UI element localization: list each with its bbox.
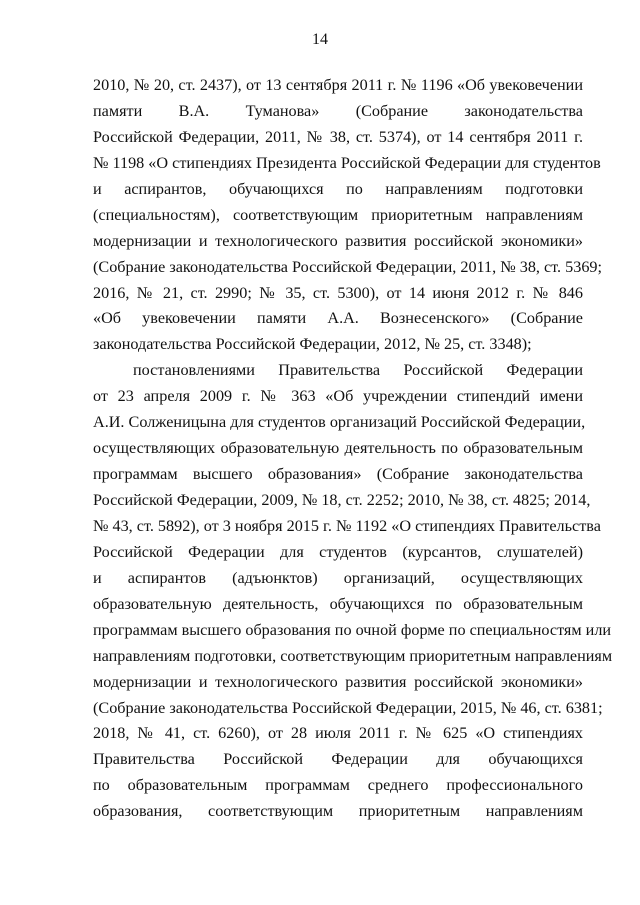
text-line: направлениям подготовки, соответствующим приоритетным направлениям (93, 646, 613, 665)
text-line: памяти В.А. Туманова» (Собрание законодательства (93, 101, 583, 120)
text-line: «Об увековечении памяти А.А. Вознесенского» (Собрание (93, 309, 583, 328)
text-line: модернизации и технологического развития российской экономики» (93, 231, 583, 250)
text-line: № 43, ст. 5892), от 3 ноября 2015 г. № 1192 «О стипендиях Правительства (93, 516, 601, 535)
text-line: программам высшего образования» (Собрание законодательства (93, 465, 583, 484)
text-line: Правительства Российской Федерации для обучающихся (93, 750, 583, 769)
text-line: Российской Федерации, 2011, № 38, ст. 5374), от 14 сентября 2011 г. (93, 127, 583, 146)
text-line: и аспирантов, обучающихся по направлениям подготовки (93, 179, 583, 198)
text-line: осуществляющих образовательную деятельность по образовательным (93, 439, 583, 458)
text-line: программам высшего образования по очной форме по специальностям или (93, 620, 612, 639)
text-line: А.И. Солженицына для студентов организаций Российской Федерации, (93, 413, 586, 432)
text-line: от 23 апреля 2009 г. № 363 «Об учреждении стипендий имени (93, 387, 583, 406)
text-line: 2018, № 41, ст. 6260), от 28 июля 2011 г. № 625 «О стипендиях (93, 724, 583, 743)
text-line: Российской Федерации, 2009, № 18, ст. 2252; 2010, № 38, ст. 4825; 2014, (93, 491, 591, 509)
text-line: Российской Федерации для студентов (курсантов, слушателей) (93, 542, 583, 561)
text-line: образовательную деятельность, обучающихся по образовательным (93, 594, 583, 613)
text-line: 2010, № 20, ст. 2437), от 13 сентября 2011 г. № 1196 «Об увековечении (93, 76, 583, 94)
paragraph-1 (93, 73, 603, 358)
document-body (93, 73, 613, 825)
text-line: (Собрание законодательства Российской Федерации, 2011, № 38, ст. 5369; (93, 257, 603, 276)
page-number: 14 (312, 31, 328, 48)
text-line: 2016, № 21, ст. 2990; № 35, ст. 5300), от 14 июня 2012 г. № 846 (93, 283, 583, 302)
paragraph-2 (93, 358, 613, 825)
text-line: № 1198 «О стипендиях Президента Российской Федерации для студентов (93, 153, 601, 172)
text-line: и аспирантов (адъюнктов) организаций, осуществляющих (93, 568, 583, 587)
text-line: законодательства Российской Федерации, 2012, № 25, ст. 3348); (93, 335, 532, 354)
text-line: постановлениями Правительства Российской Федерации (133, 361, 583, 380)
text-line: модернизации и технологического развития российской экономики» (93, 672, 583, 691)
text-line: (специальностям), соответствующим приоритетным направлениям (93, 205, 583, 224)
text-line: (Собрание законодательства Российской Федерации, 2015, № 46, ст. 6381; (93, 698, 603, 717)
text-line: образования, соответствующим приоритетным направлениям (93, 802, 583, 821)
text-line: по образовательным программам среднего профессионального (93, 776, 583, 795)
